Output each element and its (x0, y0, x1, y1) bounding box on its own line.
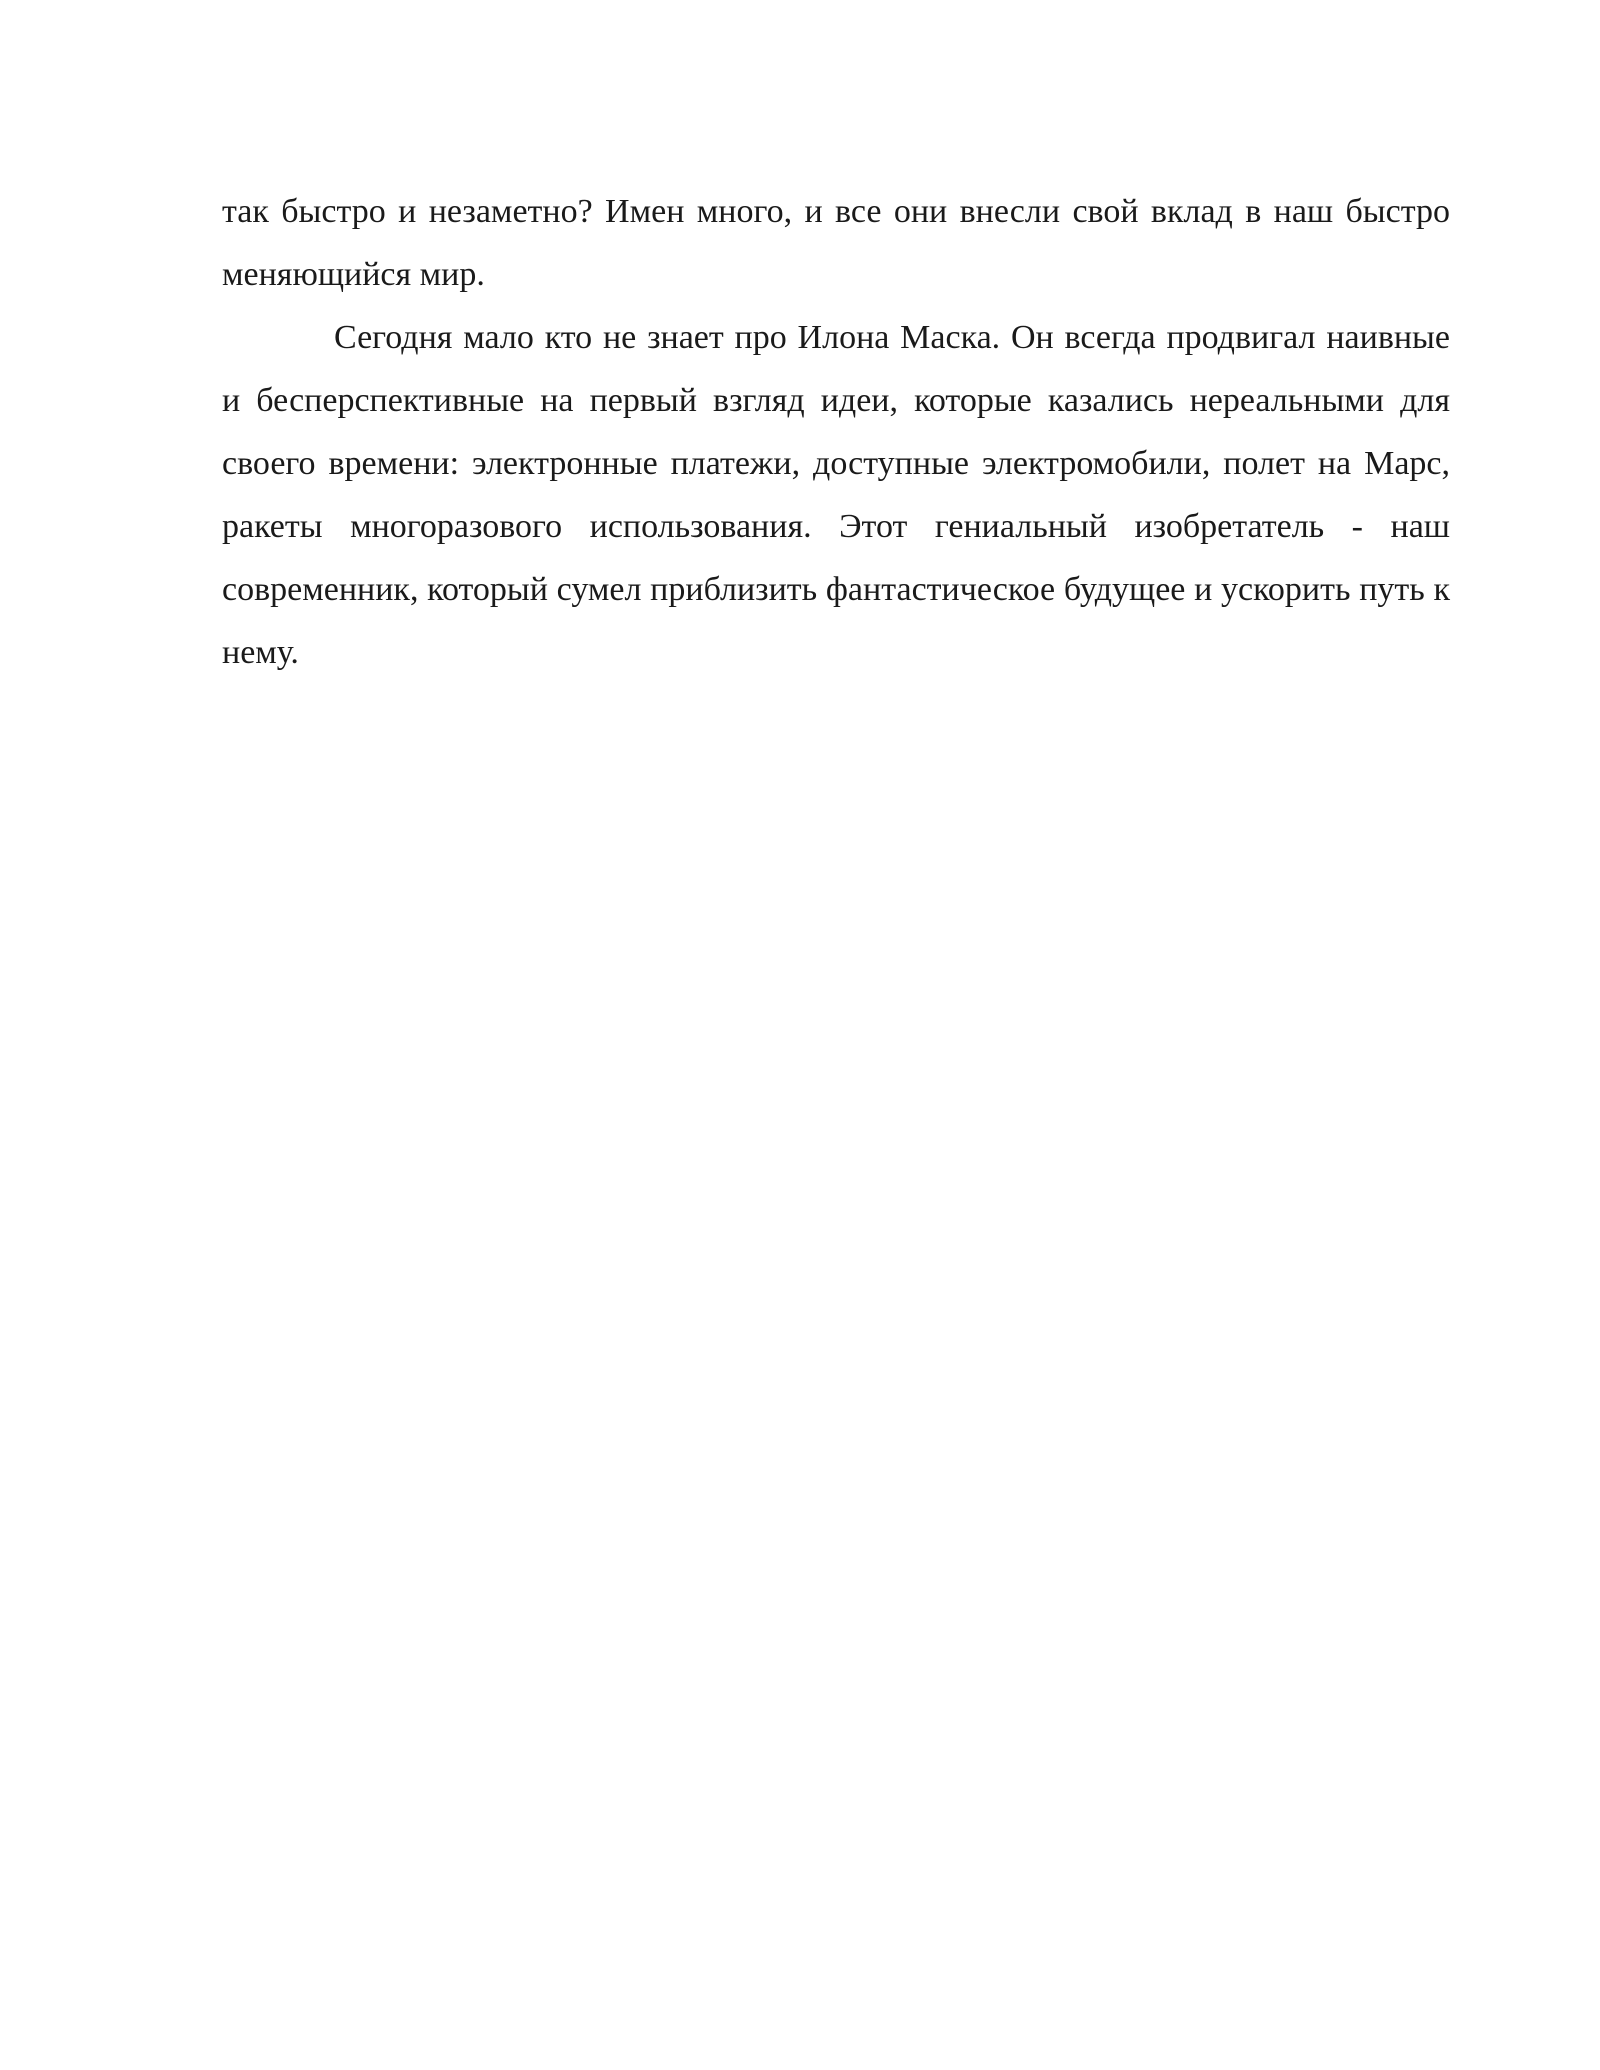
paragraph-elon-musk: Сегодня мало кто не знает про Илона Маска. Он всегда продвигал наивные и бесперспективные на первый взгляд идеи, которые казались нереальными для своего времени: электронные платежи, доступные электромобили, полет на Марс, ракеты многоразового использования. Этот гениальный изобретатель - наш современник, который сумел приблизить фантастическое будущее и ускорить путь к нему. (222, 319, 1450, 671)
document-body (222, 180, 1450, 684)
paragraph-continuation: так быстро и незаметно? Имен много, и все они внесли свой вклад в наш быстро меняющийся мир. (222, 193, 1450, 293)
